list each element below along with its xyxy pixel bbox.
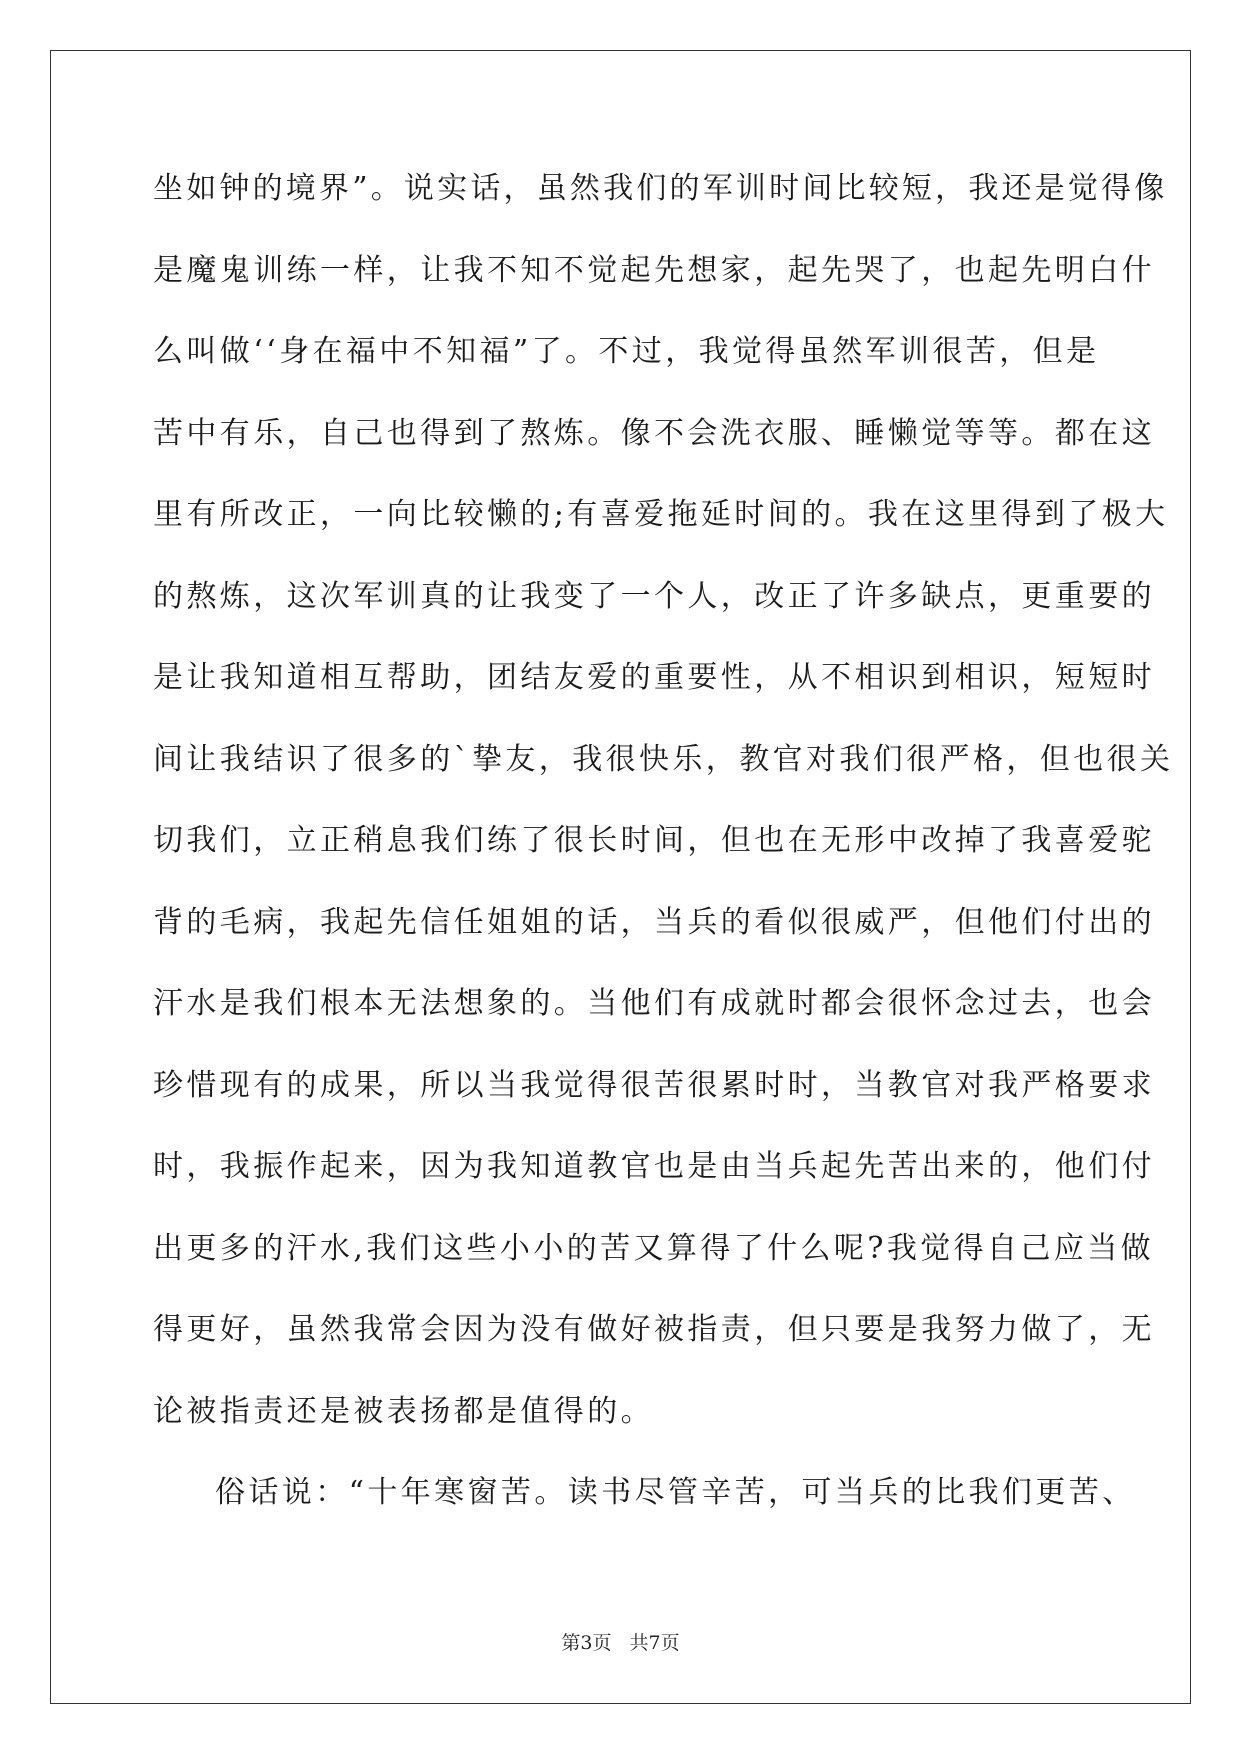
text-line: 论被指责还是被表扬都是值得的。 — [153, 1393, 654, 1429]
text-line: 得更好，虽然我常会因为没有做好被指责，但只要是我努力做了，无 — [153, 1312, 1155, 1347]
text-line: 是让我知道相互帮助，团结友爱的重要性，从不相识到相识，短短时 — [153, 660, 1155, 695]
text-line: 的熬炼，这次军训真的让我变了一个人，改正了许多缺点，更重要的 — [153, 578, 1155, 614]
text-line: 切我们，立正稍息我们练了很长时间，但也在无形中改掉了我喜爱驼 — [153, 823, 1155, 858]
page-number: 第3页 — [561, 1632, 612, 1654]
page-footer — [0, 1628, 1241, 1655]
page-total: 共7页 — [629, 1632, 680, 1654]
text-line: 背的毛病，我起先信任姐姐的话，当兵的看似很威严，但他们付出的 — [153, 904, 1155, 940]
text-line: 汗水是我们根本无法想象的。当他们有成就时都会很怀念过去，也会 — [153, 986, 1155, 1021]
document-body — [153, 163, 1174, 1549]
paragraph-start-line: 俗话说：“十年寒窗苦。读书尽管辛苦，可当兵的比我们更苦、 — [215, 1475, 1136, 1510]
text-line: 间让我结识了很多的`挚友，我很快乐，教官对我们很严格，但也很关 — [153, 741, 1174, 777]
text-line: 是魔鬼训练一样，让我不知不觉起先想家，起先哭了，也起先明白什 — [153, 252, 1155, 288]
text-line: 里有所改正，一向比较懒的;有喜爱拖延时间的。我在这里得到了极大 — [153, 497, 1169, 532]
text-line: 么叫做‘‘身在福中不知福”了。不过，我觉得虽然军训很苦，但是 — [153, 334, 1100, 369]
text-line: 出更多的汗水,我们这些小小的苦又算得了什么呢?我觉得自己应当做 — [153, 1230, 1155, 1266]
text-line: 坐如钟的境界”。说实话，虽然我们的军训时间比较短，我还是觉得像 — [153, 171, 1168, 206]
text-line: 时，我振作起来，因为我知道教官也是由当兵起先苦出来的，他们付 — [153, 1149, 1155, 1184]
text-line: 苦中有乐，自己也得到了熬炼。像不会洗衣服、睡懒觉等等。都在这 — [153, 415, 1155, 451]
text-line: 珍惜现有的成果，所以当我觉得很苦很累时时，当教官对我严格要求 — [153, 1067, 1155, 1103]
